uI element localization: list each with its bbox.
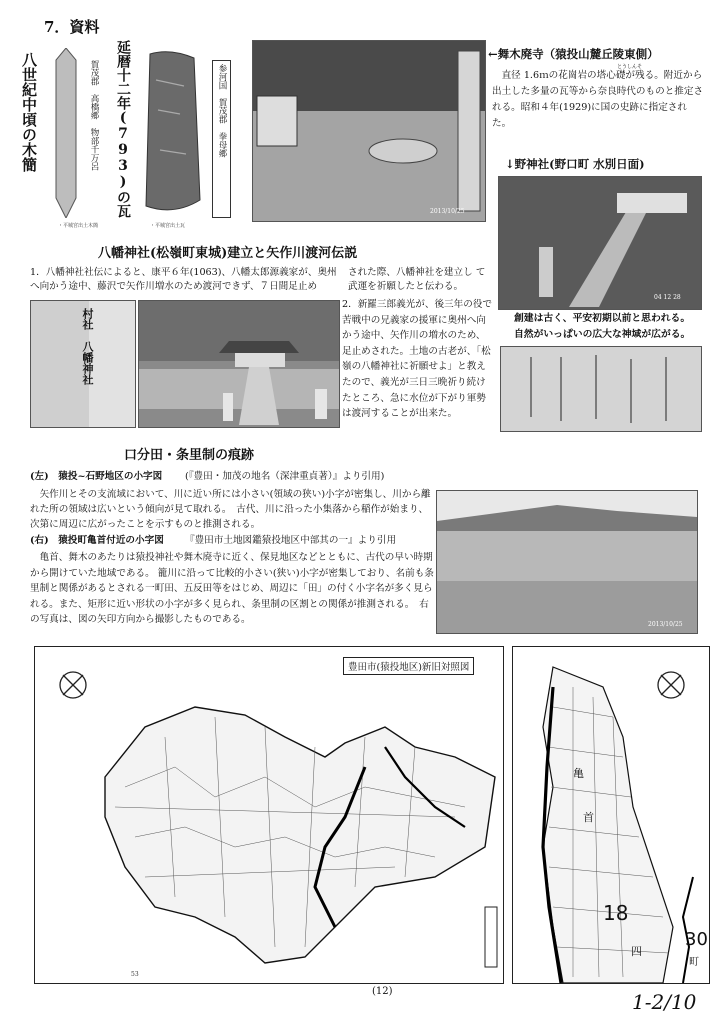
hachiman-heading: 八幡神社(松嶺町東城)建立と矢作川渡河伝説	[98, 246, 358, 261]
maiki-photo-date: 2013/10/25	[430, 208, 465, 215]
hachiman-item-1-cont: された際、八幡神社を建立し て武運を祈願したと伝わる。	[348, 267, 486, 293]
nogu-caption-2: 自然がいっぱいの広大な神域が広がる。	[514, 329, 691, 340]
mokkan-inscription: 賀茂郡 高橋郷 物部千万呂	[89, 60, 99, 171]
map-left	[34, 646, 504, 984]
map-right-30: 30	[685, 929, 708, 950]
mokkan-image	[52, 48, 80, 218]
maiki-photo	[252, 40, 486, 222]
map-left-title: 豊田市(猿投地区)新旧対照図	[343, 657, 474, 675]
hachiman-item-2: 2．新羅三郎義光が、後三年の役で苦戦中の兄義家の援軍に奥州へ向かう途中、矢作川の増水のため、足止めされた。土地の古老が、「松嶺の八幡神社に祈願せよ」と教えたので、義光が三日三晩祈り続けたところ、急に水位が下がり軍勢は渡河することが出来た。	[342, 299, 493, 420]
map-right-kame: 亀	[573, 767, 584, 780]
jori-left-text: 矢作川とその支流域において、川に近い所には小さい(領域の狭い)小字が密集し、川から離れた所の領域は広いという傾向が見て取れる。 古代、川に沿った小集落から稲作が始まり、次第に周辺に広がったことを示すものと推測される。	[30, 489, 431, 530]
mokkan-label: 八世紀中頃の木簡	[20, 52, 38, 172]
hachiman-plaque-text: 村社 八幡神社	[81, 308, 94, 385]
map-right-cho: 町	[689, 957, 699, 968]
map-right-18: 18	[603, 901, 629, 925]
maiki-text: 直径 1.6ｍの花崗岩の塔心礎が残る。附近から出土した多量の瓦等から奈良時代のものと推定される。昭和４年(1929)に国の史跡に指定された。	[492, 70, 704, 129]
jori-right-src: 『豊田市土地図鑑猿投地区中部其の一』より引用	[185, 535, 397, 546]
page-number: (12)	[372, 986, 393, 997]
jori-left-src: (『豊田・加茂の地名（深津重貞著）』より引用)	[185, 471, 385, 482]
nogu-title: ↓野神社(野口町 水別日面)	[505, 157, 645, 171]
nogu-caption-1: 創建は古く、平安初期以前と思われる。	[514, 313, 691, 324]
jori-heading: 口分田・条里制の痕跡	[124, 448, 255, 463]
tile-label: 延暦十二年(793)の瓦	[115, 40, 131, 218]
nogu-plaque-photo	[500, 346, 702, 432]
mokkan-caption: ・平城宮出土木簡	[58, 223, 99, 229]
tile-image	[140, 50, 202, 216]
nogu-photo	[498, 176, 702, 310]
map-left-code: 53	[131, 971, 139, 978]
map-right	[512, 646, 710, 984]
jori-left-title: (左) 猿投~石野地区の小字図	[30, 471, 163, 482]
nogu-photo-date: 04 12 28	[654, 294, 681, 301]
field-photo-date: 2013/10/25	[648, 621, 683, 628]
map-right-yon: 四	[631, 945, 642, 958]
hachiman-item-1: 1．八幡神社社伝によると、康平６年(1063)、八幡太郎源義家が、奥州へ向かう途中、藤沢で矢作川増水のため渡河できず、７日間足止め	[30, 267, 337, 293]
map-right-kubi: 首	[583, 811, 594, 824]
handwritten-note: 1-2/10	[632, 990, 697, 1014]
tile-caption: ・平城宮出土瓦	[150, 223, 186, 229]
maiki-ruby: とうしんそ	[617, 64, 643, 70]
hachiman-shrine-photo	[138, 300, 340, 428]
section-title: 7．資料	[44, 18, 100, 36]
field-photo	[436, 490, 698, 634]
maiki-title: ←舞木廃寺（猿投山麓丘陵東側）	[488, 47, 659, 61]
tile-inscription: 参河国 賀茂郡 拳母郷	[212, 60, 231, 218]
jori-right-text: 亀首、舞木のあたりは猿投神社や舞木廃寺に近く、保見地区などとともに、古代の早い時期から開けていた地域である。 籠川に沿って比較的小さい(狭い)小字が密集しており、名前も条里制と関係があるとされる一町田、五反田等をはじめ、周辺に「田」の付く小字名が多く見られる。また、矩形に近い形状の小字が多く見られ、条里制の区割との関係が推測される。 右の写真は、図の矢印方向から撮影したものである。	[30, 552, 434, 626]
jori-right-title: (右) 猿投町亀首付近の小字図	[30, 535, 164, 546]
